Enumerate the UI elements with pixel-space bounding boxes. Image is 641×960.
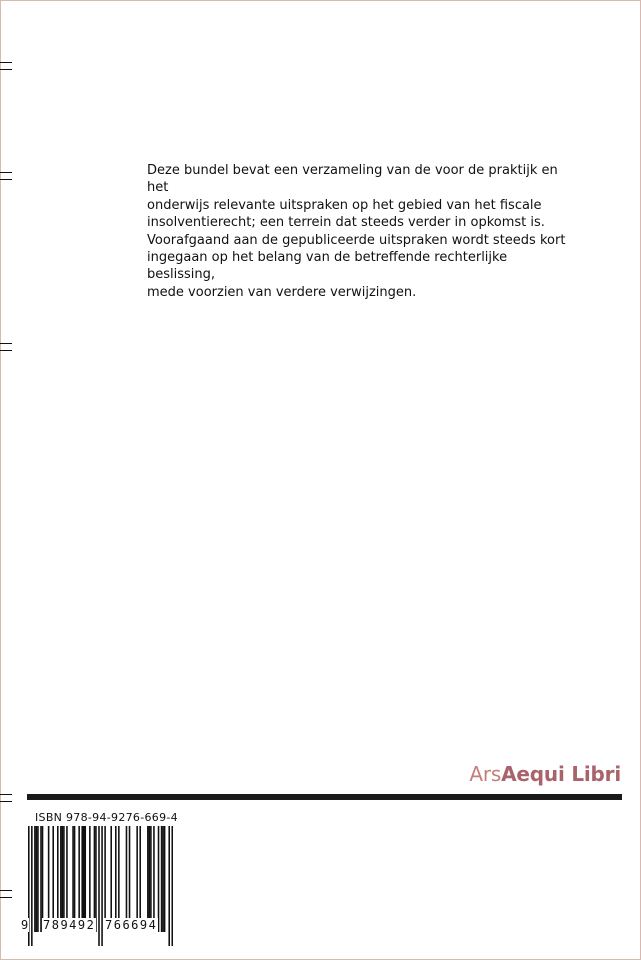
barcode-bar xyxy=(84,826,86,932)
blurb-line: Voorafgaand aan de gepubliceerde uitspraken wordt steeds kort xyxy=(147,232,566,248)
barcode-bar xyxy=(136,826,138,932)
publisher-logo-ars: Ars xyxy=(469,762,502,786)
barcode-digit-prefix: 9 xyxy=(21,918,29,932)
barcode-bar xyxy=(36,826,38,932)
barcode-bar xyxy=(168,826,170,946)
horizontal-rule xyxy=(27,794,622,800)
barcode-bar xyxy=(83,826,85,932)
barcode-bar xyxy=(94,826,96,932)
barcode-bar xyxy=(74,826,76,932)
barcode-bar xyxy=(115,826,117,932)
barcode-bar xyxy=(34,826,36,932)
crop-mark xyxy=(0,62,12,70)
blurb-line: insolventierecht; een terrein dat steeds verder in opkomst is. xyxy=(147,215,545,231)
blurb-line: ingegaan op het belang van de betreffende rechterlijke beslissing, xyxy=(147,250,508,283)
barcode-bar xyxy=(62,826,64,932)
barcode-bar xyxy=(171,826,173,946)
barcode-bar xyxy=(48,826,50,932)
barcode-bar xyxy=(95,826,97,932)
barcode-bar xyxy=(126,826,128,932)
crop-mark xyxy=(0,890,12,898)
barcode-bar xyxy=(98,826,100,946)
barcode-bar xyxy=(42,826,44,932)
barcode-bar xyxy=(72,826,74,932)
barcode-bar xyxy=(118,826,120,932)
barcode-bar xyxy=(31,826,33,946)
back-cover-blurb xyxy=(147,162,577,301)
barcode-bar xyxy=(164,826,166,932)
barcode-bar xyxy=(89,826,91,932)
barcode-bar xyxy=(101,826,103,946)
blurb-line: mede voorzien van verdere verwijzingen. xyxy=(147,284,417,300)
barcode-bar xyxy=(60,826,62,932)
crop-mark xyxy=(0,343,12,351)
crop-mark xyxy=(0,172,12,180)
barcode-bar xyxy=(147,826,149,932)
barcode-bar xyxy=(57,826,59,932)
blurb-line: Deze bundel bevat een verzameling van de voor de praktijk en het xyxy=(147,163,558,196)
publisher-logo-aequi-libri: Aequi Libri xyxy=(501,762,621,786)
isbn-label: ISBN 978-94-9276-669-4 xyxy=(35,811,178,824)
barcode-bar xyxy=(40,826,42,932)
barcode-bar xyxy=(63,826,65,932)
barcode-bar xyxy=(66,826,68,932)
barcode-bar xyxy=(161,826,163,932)
publisher-logo xyxy=(469,762,621,786)
barcode-bar xyxy=(52,826,54,932)
barcode-bar xyxy=(150,826,152,932)
barcode-bar xyxy=(153,826,155,932)
barcode-digits-right: 766694 xyxy=(105,918,158,932)
crop-mark xyxy=(0,794,12,802)
barcode-bar xyxy=(81,826,83,932)
barcode-bar xyxy=(139,826,141,932)
barcode-bar xyxy=(37,826,39,932)
barcode-bar xyxy=(158,826,160,932)
blurb-line: onderwijs relevante uitspraken op het gebied van het fiscale xyxy=(147,197,542,213)
barcode-bar xyxy=(104,826,106,932)
barcode-digits-left: 789492 xyxy=(43,918,96,932)
barcode-bar xyxy=(129,826,131,932)
barcode-bar xyxy=(162,826,164,932)
barcode-bar xyxy=(149,826,151,932)
barcode-bar xyxy=(110,826,112,932)
barcode-bar xyxy=(78,826,80,932)
